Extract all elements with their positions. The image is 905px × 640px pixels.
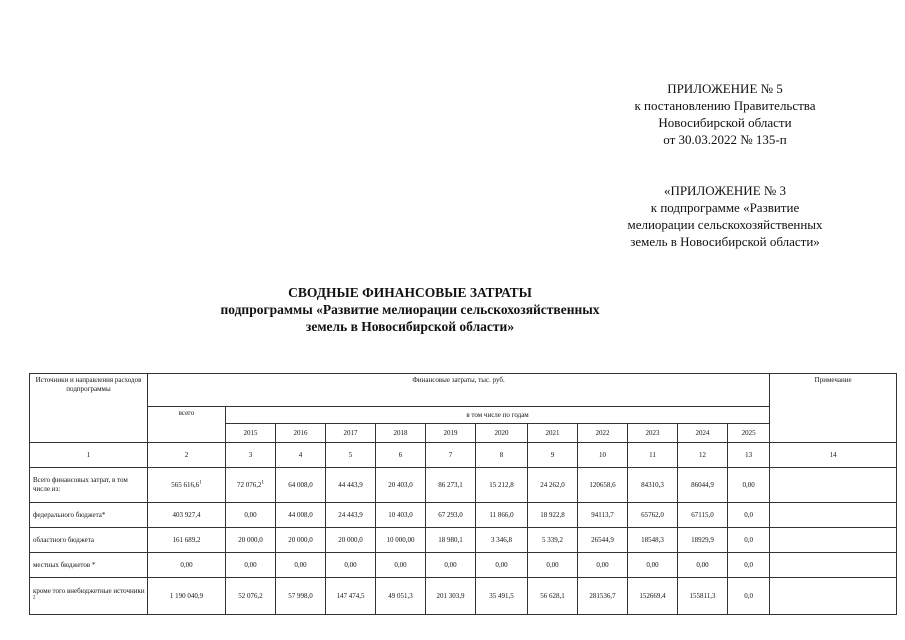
- year-value: 24 443,9: [326, 503, 376, 528]
- year-value-cell: [226, 468, 276, 503]
- header-year: 2024: [678, 424, 728, 443]
- appendix-3-line-2: к подпрограмме «Развитие: [650, 200, 800, 215]
- year-value: 0,00: [628, 553, 678, 578]
- year-value: 0,0: [728, 528, 770, 553]
- year-value: 94113,7: [578, 503, 628, 528]
- appendix-3-line-3: мелиорации сельскохозяйственных: [627, 217, 823, 232]
- table-row-local: [30, 553, 897, 578]
- year-value: 44 443,9: [326, 468, 376, 503]
- year-value: 64 008,0: [276, 468, 326, 503]
- year-value: 35 491,5: [476, 578, 528, 615]
- header-year: 2023: [628, 424, 678, 443]
- year-value: 20 000,0: [326, 528, 376, 553]
- row-label: местных бюджетов *: [30, 553, 148, 578]
- header-note: Примечание: [770, 374, 897, 443]
- column-number: 10: [578, 443, 628, 468]
- document-title: [160, 284, 660, 335]
- header-by-years: в том числе по годам: [226, 407, 770, 424]
- year-value: 0,00: [528, 553, 578, 578]
- header-total: всего: [148, 407, 226, 443]
- year-value: 67 293,0: [426, 503, 476, 528]
- header-year: 2016: [276, 424, 326, 443]
- table-row-regional: [30, 528, 897, 553]
- appendix-5-line-3: Новосибирской области: [658, 115, 792, 130]
- column-number: 7: [426, 443, 476, 468]
- year-value: 0,00: [476, 553, 528, 578]
- row-label: федерального бюджета*: [30, 503, 148, 528]
- year-value: 18 922,8: [528, 503, 578, 528]
- year-value: 152669,4: [628, 578, 678, 615]
- year-value: 65762,0: [628, 503, 678, 528]
- header-year: 2020: [476, 424, 528, 443]
- column-number: 8: [476, 443, 528, 468]
- year-value: 86 273,1: [426, 468, 476, 503]
- column-number: 3: [226, 443, 276, 468]
- year-value: 0,0: [728, 553, 770, 578]
- row-note: [770, 553, 897, 578]
- year-value: 0,0: [728, 503, 770, 528]
- appendix-5-line-2: к постановлению Правительства: [634, 98, 816, 113]
- column-number: 14: [770, 443, 897, 468]
- row-note: [770, 578, 897, 615]
- column-number: 5: [326, 443, 376, 468]
- year-value: 18548,3: [628, 528, 678, 553]
- year-value: 86044,9: [678, 468, 728, 503]
- row-total: 403 927,4: [148, 503, 226, 528]
- year-value: 18 980,1: [426, 528, 476, 553]
- column-number: 1: [30, 443, 148, 468]
- row-label-cell: [30, 578, 148, 615]
- year-value: 281536,7: [578, 578, 628, 615]
- year-value: 15 212,8: [476, 468, 528, 503]
- row-total: 565 616,6: [171, 480, 200, 489]
- column-number: 12: [678, 443, 728, 468]
- year-value: 0,00: [678, 553, 728, 578]
- header-year: 2021: [528, 424, 578, 443]
- row-total: 161 689,2: [148, 528, 226, 553]
- title-line-2: подпрограммы «Развитие мелиорации сельскохозяйственных: [220, 302, 600, 317]
- appendix-5-header: [600, 80, 850, 148]
- row-note: [770, 503, 897, 528]
- year-value: 56 628,1: [528, 578, 578, 615]
- year-value: 0,00: [326, 553, 376, 578]
- year-value: 44 008,0: [276, 503, 326, 528]
- year-value: 0,00: [226, 503, 276, 528]
- year-value: 52 076,2: [226, 578, 276, 615]
- year-value: 11 866,0: [476, 503, 528, 528]
- year-value: 0,00: [276, 553, 326, 578]
- row-total: 1 190 040,9: [148, 578, 226, 615]
- header-financial-costs: Финансовые затраты, тыс. руб.: [148, 374, 770, 407]
- year-value: 20 403,0: [376, 468, 426, 503]
- year-value: 0,00: [578, 553, 628, 578]
- year-value: 10 000,00: [376, 528, 426, 553]
- year-value: 147 474,5: [326, 578, 376, 615]
- year-value: 0,00: [728, 468, 770, 503]
- table-row-federal: [30, 503, 897, 528]
- year-value: 84310,3: [628, 468, 678, 503]
- year-value: 0,00: [426, 553, 476, 578]
- header-year: 2019: [426, 424, 476, 443]
- column-number: 6: [376, 443, 426, 468]
- year-value: 72 076,2: [237, 480, 262, 489]
- year-value: 49 051,3: [376, 578, 426, 615]
- column-number: 11: [628, 443, 678, 468]
- year-value: 0,00: [376, 553, 426, 578]
- appendix-3-header: [600, 182, 850, 250]
- year-value: 20 000,0: [226, 528, 276, 553]
- year-value: 18929,9: [678, 528, 728, 553]
- year-value: 67115,0: [678, 503, 728, 528]
- row-label: кроме того внебюджетные источники: [33, 587, 145, 595]
- year-value: 0,0: [728, 578, 770, 615]
- column-number: 13: [728, 443, 770, 468]
- header-year: 2017: [326, 424, 376, 443]
- row-label: Всего финансовых затрат, в том числе из:: [30, 468, 148, 503]
- column-number: 2: [148, 443, 226, 468]
- year-value: 201 303,9: [426, 578, 476, 615]
- year-value: 26544,9: [578, 528, 628, 553]
- column-number: 9: [528, 443, 578, 468]
- year-value: 24 262,0: [528, 468, 578, 503]
- column-number-row: [30, 443, 897, 468]
- year-value: 20 000,0: [276, 528, 326, 553]
- header-source: Источники и направления расходов подпрограммы: [30, 374, 148, 443]
- title-line-3: земель в Новосибирской области»: [305, 319, 515, 334]
- row-total-cell: [148, 468, 226, 503]
- year-value: 0,00: [226, 553, 276, 578]
- footnote-mark: 1: [261, 480, 264, 486]
- title-line-1: СВОДНЫЕ ФИНАНСОВЫЕ ЗАТРАТЫ: [288, 285, 532, 300]
- year-value: 120658,6: [578, 468, 628, 503]
- year-value: 5 339,2: [528, 528, 578, 553]
- year-value: 57 998,0: [276, 578, 326, 615]
- row-note: [770, 468, 897, 503]
- year-value: 155811,3: [678, 578, 728, 615]
- row-note: [770, 528, 897, 553]
- row-total: 0,00: [148, 553, 226, 578]
- year-value: 3 346,8: [476, 528, 528, 553]
- table-row-total: [30, 468, 897, 503]
- header-year: 2015: [226, 424, 276, 443]
- year-value: 10 403,0: [376, 503, 426, 528]
- row-label: областного бюджета: [30, 528, 148, 553]
- financial-costs-table: [29, 373, 897, 615]
- appendix-3-line-4: земель в Новосибирской области»: [630, 234, 820, 249]
- footnote-mark: 1: [199, 480, 202, 486]
- header-year: 2022: [578, 424, 628, 443]
- header-year: 2025: [728, 424, 770, 443]
- table-row-extrabudgetary: [30, 578, 897, 615]
- appendix-5-line-1: ПРИЛОЖЕНИЕ № 5: [667, 81, 783, 96]
- footnote-mark: 2: [33, 595, 36, 601]
- appendix-5-line-4: от 30.03.2022 № 135-п: [663, 132, 787, 147]
- appendix-3-line-1: «ПРИЛОЖЕНИЕ № 3: [663, 183, 787, 198]
- header-year: 2018: [376, 424, 426, 443]
- column-number: 4: [276, 443, 326, 468]
